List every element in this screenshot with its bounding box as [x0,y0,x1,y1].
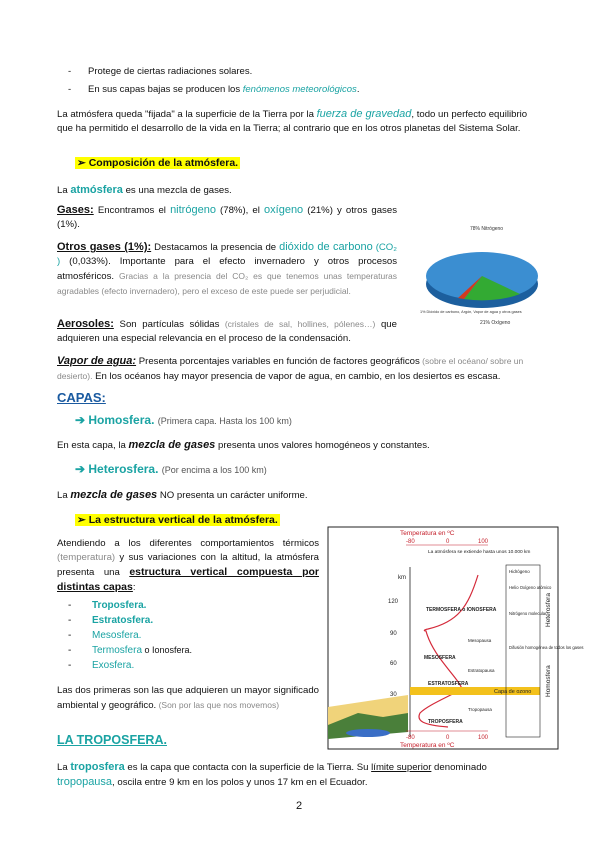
subheading-homosfera: ➔ Homosfera. (Primera capa. Hasta los 100 km) [75,413,292,427]
gas-composition-pie [420,218,550,330]
temp-label-bottom: Temperatura en ºC [400,742,455,749]
paragraph-gravedad: La atmósfera queda "fijada" a la superficie de la Tierra por la fuerza de gravedad, todo un perfecto equilibrio que ha permitido el desarrollo de la vida en la Tierra; al contrario que en los otros planetas del Sistema Solar. [57,108,528,134]
temp-tick-bottom-0: 0 [446,735,450,741]
heading-estructura: ➢ La estructura vertical de la atmósfera. [77,514,278,526]
label-mesosfera: MESOSFERA [424,655,456,661]
intro-mezcla: La atmósfera es una mezcla de gases. [57,184,232,196]
paragraph-estructura: Atendiendo a los diferentes comportamientos térmicos (temperatura) y sus variaciones con la altitud, la atmósfera presenta una estructura vertical compuesta por distintas capas: [57,538,319,593]
temp-tick-top-neg80: -80 [406,539,415,545]
pie-label-nitrogen: 78% Nitrógeno [470,226,504,232]
paragraph-gases: Gases: Encontramos el nitrógeno (78%), el oxígeno (21%) y otros gases (1%). [57,204,397,230]
gas-hidrogeno: Hidrógeno [509,569,530,574]
heading-composicion: ➢ Composición de la atmósfera. [77,157,239,169]
axis-km-label: km [398,575,406,581]
label-mesopausa: Mesopausa [468,638,492,643]
alt-tick-90: 90 [390,631,397,637]
alt-tick-60: 60 [390,661,397,667]
heading-troposfera: LA TROPOSFERA. [57,733,167,747]
alt-tick-30: 30 [390,692,397,698]
temp-tick-bottom-100: 100 [478,735,489,741]
subheading-heterosfera: ➔ Heterosfera. (Por encima a los 100 km) [75,462,267,476]
pie-label-oxygen: 21% Oxígeno [480,320,511,326]
paragraph-heterosfera: La mezcla de gases NO presenta un carácter uniforme. [57,489,308,501]
label-capa-ozono: Capa de ozono [494,689,532,695]
page-number: 2 [296,800,303,812]
gas-helio: Helio Oxígeno atómico [509,585,552,590]
label-homosfera-side: Homosfera [545,665,552,697]
label-termosfera: TERMOSFERA o IONOSFERA [426,607,497,613]
gas-mezcla: Difusión homogénea de todos los gases [509,645,584,650]
temp-tick-top-100: 100 [478,539,489,545]
paragraph-otros-gases: Otros gases (1%): Destacamos la presencia de dióxido de carbono (CO₂ ) (0,033%). Importante para el efecto invernadero y otros procesos atmosféricos. Gracias a la presencia del CO₂ es que tenemos unas temperaturas agradables (efecto invernadero), pero el exceso de este puede ser perjudicial. [57,241,397,296]
paragraph-vapor: Vapor de agua: Presenta porcentajes variables en función de factores geográficos (sobre el océano/ sobre un desierto). En los océanos hay mayor presencia de vapor de agua, en cambio, en los desiertos es escasa. [57,355,524,382]
paragraph-troposfera: La troposfera es la capa que contacta con la superficie de la Tierra. Su límite superior denominado tropopausa, oscila entre 9 km en los polos y unos 17 km en el Ecuador. [57,761,487,788]
label-troposfera-diagram: TROPOSFERA [428,719,463,725]
paragraph-aerosoles: Aerosoles: Son partículas sólidas (cristales de sal, hollines, pólenes…) que adquieren una especial relevancia en el proceso de la condensación. [57,318,397,344]
label-tropopausa: Tropopausa [468,707,492,712]
gas-nitrogeno: Nitrógeno molecular [509,611,547,616]
temp-label-top: Temperatura en ºC [400,530,455,537]
heading-capas: CAPAS: [57,390,106,405]
paragraph-homosfera: En esta capa, la mezcla de gases presenta unos valores homogéneos y constantes. [57,439,430,451]
label-estratopausa: Estratopausa [468,668,495,673]
note-extends: La atmósfera se extiende hasta unos 10.000 km [428,550,531,555]
atmosphere-layers-diagram [328,527,584,749]
label-estratosfera: ESTRATOSFERA [428,681,469,687]
terrain-water [346,729,390,737]
label-heterosfera-side: Heterosfera [545,593,552,627]
temp-tick-top-0: 0 [446,539,450,545]
temp-tick-bottom-neg80: -80 [406,735,415,741]
pie-label-other: 1% Dióxido de carbono, Argón, Vapor de agua y otros gases [420,310,522,314]
paragraph-dos-primeras: Las dos primeras son las que adquieren un mayor significado ambiental y geográfico. (Son por las que nos movemos) [57,685,319,711]
alt-tick-120: 120 [388,599,399,605]
